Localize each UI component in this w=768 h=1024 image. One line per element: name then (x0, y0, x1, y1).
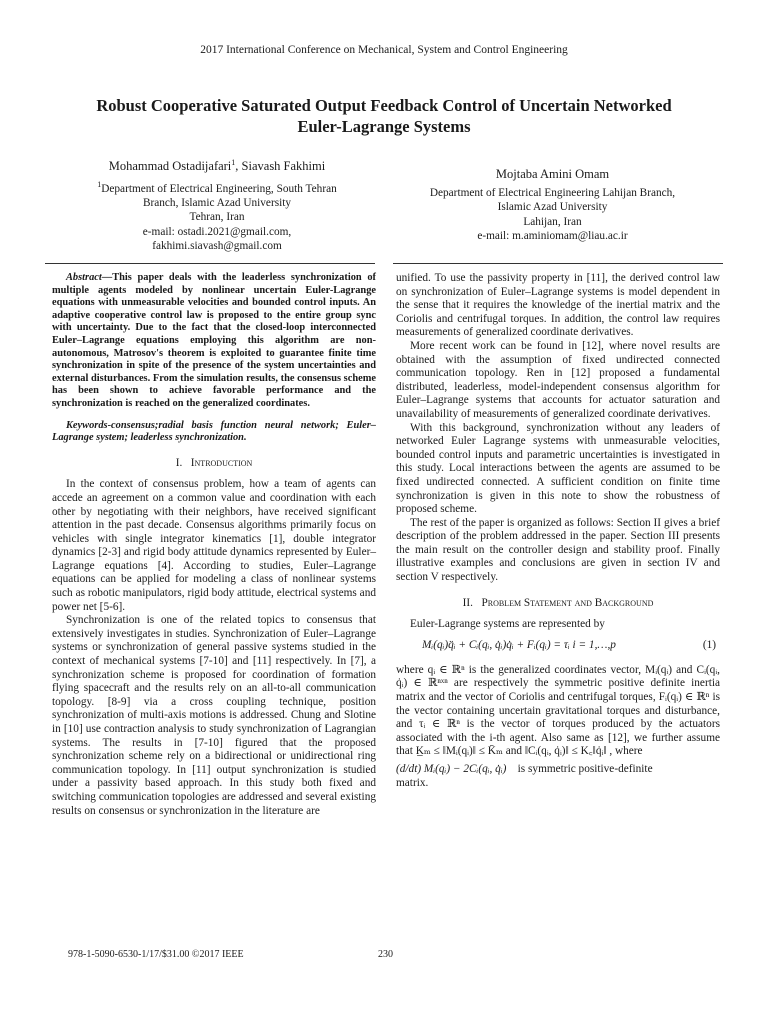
authors-left-block (72, 156, 362, 254)
authors-left-affiliation: $^1$Department of Electrical Engineering, South Tehran (97, 179, 337, 195)
authors-right-email: e-mail: m.aminiomam@liau.ac.ir (477, 230, 628, 242)
authors-right-affiliation-2: Islamic Azad University (497, 201, 608, 213)
right-column (396, 272, 720, 790)
problem-paragraph-3: matrix. (396, 776, 429, 789)
intro-paragraph-2: Synchronization is one of the related topics to consensus that extensively investigates in studies. Synchronization of Euler–Lagrange systems or synchronization of general passive systems studied in the context of mechanical systems [7-10] and [11] respectively. In [7], a synchronization scheme is proposed for coordination of formation flying spacecraft and the results rely on an all-to-all communication topology. [8-9] via a cross coupling technique, position synchronization of multi-axis motions is addressed. Chung and Slotine in [10] use contraction analysis to study synchronization of Lagrangian systems. The results in [7-10] figured that the proposed synchronization scheme rely on a bidirectional or unidirectional ring communication topology. In [11] output synchronization is studied under a passivity based approach. In this study both fixed and switching communication topologies are addressed and several existing results on consensus or synchronization in the literature are (52, 614, 376, 817)
equation-2-line (396, 763, 720, 777)
authors-right-affiliation: Department of Electrical Engineering Lahijan Branch, (429, 186, 676, 199)
equation-1-body: Mᵢ(qᵢ)q̈ᵢ + Cᵢ(qᵢ, q̇ᵢ)q̇ᵢ + Fᵢ(qᵢ) = τᵢ i = 1,…,p (422, 638, 616, 651)
footer-isbn: 978-1-5090-6530-1/17/$31.00 ©2017 IEEE (68, 949, 244, 960)
conference-header: 2017 International Conference on Mechanical, System and Control Engineering (200, 44, 568, 56)
keywords: Keywords-consensus;radial basis function neural network; Euler–Lagrange system; leaderless synchronization. (52, 419, 376, 444)
authors-right-block (395, 167, 710, 244)
equation-1 (396, 636, 720, 658)
intro-paragraph-5: With this background, synchronization without any leaders of networked Euler Lagrange systems with unmeasurable velocities, bounded control inputs and parametric uncertainties is investigated in this study. Local interactions between the agents are assumed to be fixed undirected connected. A sufficient condition on finite time synchronization is given in this note to show the robustness of proposed scheme. (396, 421, 720, 516)
header-divider-left (45, 263, 375, 264)
authors-right-name: Mojtaba Amini Omam (495, 167, 610, 181)
abstract: Abstract—This paper deals with the leaderless synchronization of multiple agents modeled by nonlinear uncertain Euler-Lagrange equations with unmeasurable velocities and bounded control inputs. An adaptive cooperative control law is proposed to the entire group sync with uncertainty. Due to the fact that the closed-loop interconnected Euler–Lagrange equations employing this algorithm are non-autonomous, Matrosov's theorem is exploited to guarantee finite time synchronization in spite of the presence of the system uncertainties and external disturbances. From the simulation results, the consensus scheme has been shown to achieve favorable performance and the synchronization is reached on the generalized coordinates. (52, 272, 376, 409)
intro-paragraph-1: In the context of consensus problem, how a team of agents can accede an agreement on a common value and coordination with each other by negotiating with their neighbors, have received significant attention in the past decade. Consensus algorithms primarily focus on vehicles with single integrator kinematics [1], double integrator dynamics [2-3] and rigid body attitude dynamics represented by Euler–Lagrange equations [4]. According to studies, Euler–Lagrange equations can be applied for modeling a class of nonlinear systems such as robotic manipulators, rigid body attitude, electrical systems and power net [5-6]. (52, 478, 376, 613)
authors-left-affiliation-2: Branch, Islamic Azad University (142, 196, 292, 209)
intro-paragraph-4: More recent work can be found in [12], where novel results are obtained with the assumption of fixed undirected connected communication topology. Ren in [12] proposed a fundamental distributed, leaderless, model-independent consensus algorithm for Euler–Lagrange systems that accounts for actuator saturation and unavailability of measurements of generalized coordinate derivatives. (396, 339, 720, 420)
equation-2-tail: is symmetric positive-definite (517, 763, 653, 775)
section-1-heading: I. Introduction (175, 456, 253, 469)
intro-paragraph-3: unified. To use the passivity property in [11], the derived control law on synchronization of Euler–Lagrange systems is model dependent in the sense that it requires the knowledge of the inertial matrix and the Coriolis and centrifugal torques. In addition, the control law requires measurements of generalized coordinate derivatives. (396, 272, 720, 339)
equation-2: (d/dt) Mᵢ(qᵢ) − 2Cᵢ(qᵢ, q̇ᵢ) (396, 763, 507, 775)
authors-left-email-1: e-mail: ostadi.2021@gmail.com, (142, 225, 292, 238)
authors-left-names: Mohammad Ostadijafari$^1$, Siavash Fakhimi (108, 158, 326, 174)
left-column (52, 272, 376, 818)
paper-title (40, 95, 728, 137)
title-line-2: Euler-Lagrange Systems (297, 117, 471, 136)
footer-page-number: 230 (378, 949, 393, 960)
header-divider-right (393, 263, 723, 264)
problem-paragraph-2: where qᵢ ∈ ℝⁿ is the generalized coordinates vector, Mᵢ(qᵢ) and Cᵢ(qᵢ, q̇ᵢ) ∈ ℝⁿˣⁿ are respectively the symmetric positive definite inertia matrix and the vector of Coriolis and centrifugal torques, Fᵢ(qᵢ) ∈ ℝⁿ is the vector containing uncertain gravitational torques and disturbance, and τᵢ ∈ ℝⁿ is the vector of torques produced by the actuators associated with the i-th agent. Also same as [12], we further assume that K̲ₘ ≤ ‖Mᵢ(qᵢ)‖ ≤ K̄ₘ and ‖Cᵢ(qᵢ, q̇ᵢ)‖ ≤ K꜀‖q̇ᵢ‖ , where (396, 663, 720, 758)
title-line-1: Robust Cooperative Saturated Output Feedback Control of Uncertain Networked (96, 96, 672, 115)
authors-left-email-2: fakhimi.siavash@gmail.com (152, 240, 282, 253)
equation-1-number: (1) (702, 638, 716, 651)
authors-left-city: Tehran, Iran (189, 211, 245, 224)
authors-right-city: Lahijan, Iran (523, 215, 582, 228)
intro-paragraph-6: The rest of the paper is organized as follows: Section II gives a brief description of the problem addressed in the paper. Section III presents the main result on the controller design and stability proof. Finally illustrative examples and conclusions are given in section IV and section V respectively. (396, 516, 720, 584)
section-2-heading: II. Problem Statement and Background (462, 596, 654, 609)
problem-paragraph-1: Euler-Lagrange systems are represented by (410, 618, 605, 631)
